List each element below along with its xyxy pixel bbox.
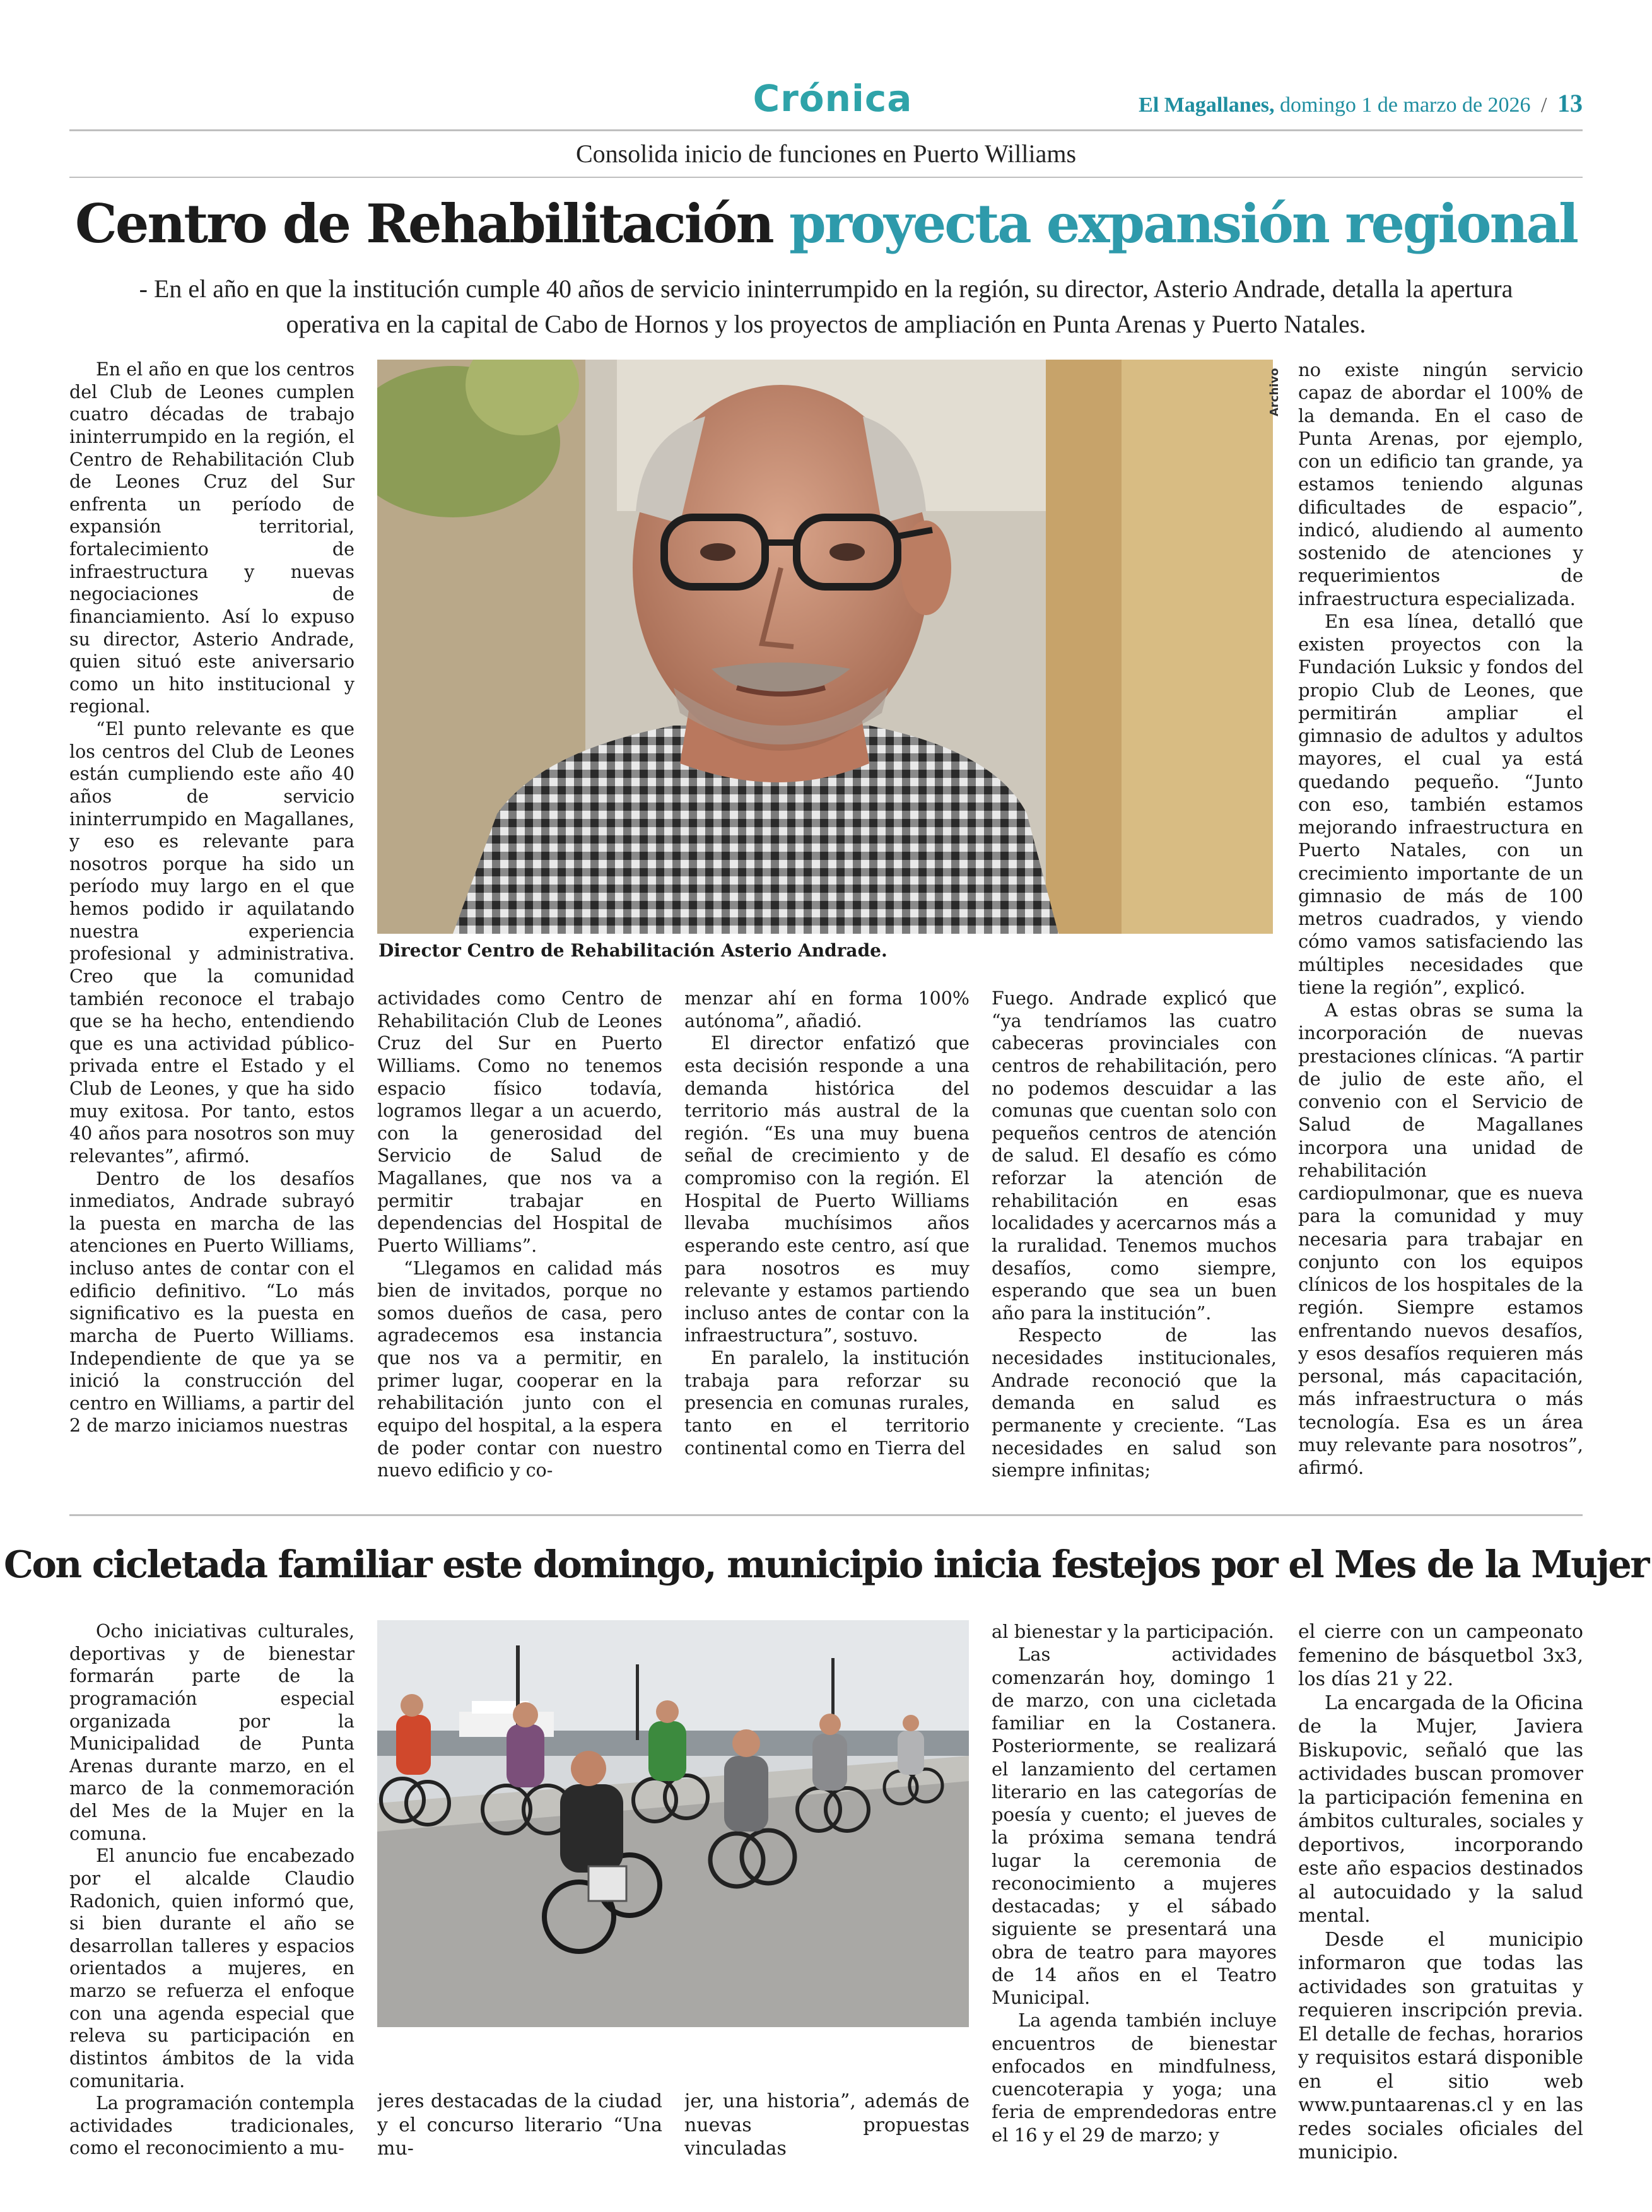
- photo-caption: Director Centro de Rehabilitación Asterio Andrade.: [378, 940, 888, 961]
- kicker-rule: [69, 177, 1583, 178]
- article1-column-3: [684, 987, 970, 1486]
- paragraph: Desde el municipio informaron que todas las actividades son gratuitas y requieren inscripción previa. El detalle de fechas, horarios y requisitos estará disponible en el sitio web www.puntaarenas.cl y en las redes sociales oficiales del municipio.: [1298, 1928, 1583, 2163]
- paragraph: jer, una historia”, además de nuevas propuestas vinculadas: [684, 2090, 970, 2160]
- paragraph: jeres destacadas de la ciudad y el concurso literario “Una mu-: [377, 2090, 662, 2160]
- article1-column-2: [377, 987, 662, 1486]
- page-number: 13: [1557, 89, 1583, 117]
- cyclists-illustration: [377, 1620, 969, 2027]
- paragraph: En paralelo, la institución trabaja para reforzar su presencia en comunas rurales, tanto en el territorio continental como en Tierra del: [684, 1348, 970, 1459]
- portrait-illustration: [377, 360, 1273, 934]
- paragraph: La encargada de la Oficina de la Mujer, Javiera Biskupovic, señaló que las actividades buscan promover la participación femenina en ámbitos culturales, sociales y deportivos, incorporando este año espacios destinados al autocuidado y la salud mental.: [1298, 1691, 1583, 1927]
- paragraph: el cierre con un campeonato femenino de básquetbol 3x3, los días 21 y 22.: [1298, 1621, 1583, 1690]
- paragraph: El anuncio fue encabezado por el alcalde Claudio Radonich, quien informó que, si bien durante el año se desarrollan talleres y espacios orientados a mujeres, en marzo se refuerza el enfoque con una agenda especial que releva su participación en distintos ámbitos de la vida comunitaria.: [69, 1845, 354, 2091]
- article2-column-3: [684, 2090, 970, 2165]
- article1-deck: - En el año en que la institución cumple 40 años de servicio ininterrumpido en la región, su director, Asterio Andrade, detalla la apertura operativa en la capital de Cabo de Hornos y los proyectos de ampliación en Punta Arenas y Puerto Natales.: [139, 274, 1513, 338]
- photo-credit: Archivo: [1268, 368, 1281, 416]
- article2-column-4: [992, 1620, 1277, 2175]
- cycling-event-photo: [377, 1620, 969, 2027]
- issue-date: domingo 1 de marzo de 2026: [1280, 93, 1531, 117]
- article2-column-1: [69, 1620, 354, 2175]
- article1-headline: [0, 192, 1652, 255]
- paragraph: En esa línea, detalló que existen proyectos con la Fundación Luksic y fondos del propio Club de Leones, que permitirán ampliar el gimnasio de adultos y adultos mayores, el cual ya está quedando pequeño. “Junto con eso, también estamos mejorando infraestructura en Puerto Natales, con un crecimiento importante de un gimnasio de más de 100 metros cuadrados, y viendo cómo vamos satisfaciendo las múltiples necesidades que tiene la región”, explicó.: [1298, 610, 1583, 998]
- headline-part1: Centro de Rehabilitación: [75, 192, 773, 255]
- header-rule: [69, 129, 1583, 131]
- section-name: Crónica: [753, 77, 913, 120]
- paragraph: Dentro de los desafíos inmediatos, Andrade subrayó la puesta en marcha de las atenciones en Puerto Williams, incluso antes de contar con el edificio definitivo. “Lo más significativo es la puesta en marcha de Puerto Williams. Independiente de que ya se inició la construcción del centro en Williams, a partir del 2 de marzo iniciamos nuestras: [69, 1168, 354, 1437]
- paragraph: Las actividades comenzarán hoy, domingo 1 de marzo, con una cicletada familiar en la Costanera. Posteriormente, se realizará el lanzamiento del certamen literario en las categorías de poesía y cuento; el jueves de la próxima semana tendrá lugar la ceremonia de reconocimiento a mujeres destacadas; y el sábado siguiente se presentará una obra de teatro para mayores de 14 años en el Teatro Municipal.: [992, 1644, 1277, 2008]
- director-portrait-photo: [377, 360, 1273, 934]
- paragraph: “Llegamos en calidad más bien de invitados, porque no somos dueños de casa, pero agradecemos esa instancia que nos va a permitir, en primer lugar, cooperar en la rehabilitación junto con el equipo del hospital, a la espera de poder contar con nuestro nuevo edificio y co-: [377, 1257, 662, 1481]
- paragraph: El director enfatizó que esta decisión responde a una demanda histórica del territorio más austral de la región. “Es una muy buena señal de crecimiento y de compromiso con la región. El Hospital de Puerto Williams llevaba muchísimos años esperando este centro, así que para nosotros es muy relevante y estamos partiendo incluso antes de contar con la infraestructura”, sostuvo.: [684, 1033, 970, 1346]
- paragraph: En el año en que los centros del Club de Leones cumplen cuatro décadas de trabajo ininterrumpido en la región, el Centro de Rehabilitación Club de Leones Cruz del Sur enfrenta un período de expansión territorial, fortalecimiento de infraestructura y nuevas negociaciones de financiamiento. Así lo expuso su director, Asterio Andrade, quien situó este aniversario como un hito institucional y regional.: [69, 359, 354, 717]
- article-separator: [69, 1514, 1583, 1516]
- article2-column-5: [1298, 1620, 1583, 2175]
- paragraph: menzar ahí en forma 100% autónoma”, añadió.: [684, 988, 970, 1032]
- newspaper-name: El Magallanes,: [1139, 93, 1275, 117]
- headline-part2: proyecta expansión regional: [789, 192, 1577, 255]
- paragraph: al bienestar y la participación.: [992, 1621, 1274, 1642]
- paragraph: Ocho iniciativas culturales, deportivas y de bienestar formarán parte de la programación especial organizada por la Municipalidad de Punta Arenas durante marzo, en el marco de la conmemoración del Mes de la Mujer en la comuna.: [69, 1621, 354, 1844]
- page-folio: [1139, 88, 1583, 118]
- paragraph: Fuego. Andrade explicó que “ya tendríamos las cuatro cabeceras provinciales con centros de rehabilitación, pero no podemos descuidar a las comunas que cuentan solo con pequeños centros de atención de salud. El desafío es cómo reforzar la atención de rehabilitación en esas localidades y acercarnos más a la ruralidad. Tenemos muchos desafíos, como siempre, esperando que sea un buen año para la institución”.: [992, 988, 1277, 1324]
- paragraph: no existe ningún servicio capaz de abordar el 100% de la demanda. En el caso de Punta Arenas, por ejemplo, con un edificio tan grande, ya estamos teniendo algunas dificultades de espacio”, indicó, aludiendo al aumento sostenido de atenciones y requerimientos de infraestructura especializada.: [1298, 359, 1583, 609]
- folio-separator: /: [1541, 93, 1547, 117]
- article2-headline: Con cicletada familiar este domingo, municipio inicia festejos por el Mes de la Mujer: [4, 1543, 1648, 1586]
- article1-column-4: [992, 987, 1277, 1486]
- paragraph: A estas obras se suma la incorporación de nuevas prestaciones clínicas. “A partir de julio de este año, el convenio con el Servicio de Salud de Magallanes incorpora una unidad de rehabilitación cardiopulmonar, que es nueva para la comunidad y muy necesaria para trabajar en conjunto con los equipos clínicos de los hospitales de la región. Siempre estamos enfrentando nuevos desafíos, y esos desafíos requieren más personal, más capacitación, más infraestructura o más tecnología. Esa es un área muy relevante para nosotros”, afirmó.: [1298, 999, 1583, 1478]
- paragraph: La programación contempla actividades tradicionales, como el reconocimiento a mu-: [69, 2093, 354, 2159]
- paragraph: actividades como Centro de Rehabilitación Club de Leones Cruz del Sur en Puerto Williams. Como no tenemos espacio físico todavía, logramos llegar a un acuerdo, con la generosidad del Servicio de Salud de Magallanes, que nos va a permitir trabajar en dependencias del Hospital de Puerto Williams”.: [377, 988, 662, 1256]
- paragraph: “El punto relevante es que los centros del Club de Leones están cumpliendo este año 40 años de servicio ininterrumpido en Magallanes, y eso es relevante para nosotros porque ha sido un período muy largo en el que hemos podido ir aquilatando nuestra experiencia profesional y administrativa. Creo que la comunidad también reconoce el trabajo que se ha hecho, entendiendo que es una actividad público-privada entre el Estado y el Club de Leones, y que ha sido muy exitosa. Por tanto, estos 40 años para nosotros son muy relevantes”, afirmó.: [69, 719, 354, 1167]
- article1-column-5: [1298, 358, 1583, 1488]
- paragraph: Respecto de las necesidades institucionales, Andrade reconoció que la demanda en salud es permanente y creciente. “Las necesidades en salud son siempre infinitas;: [992, 1325, 1277, 1481]
- article1-column-1: [69, 358, 354, 1488]
- article2-column-2: [377, 2090, 662, 2165]
- article1-kicker: Consolida inicio de funciones en Puerto Williams: [575, 139, 1077, 168]
- paragraph: La agenda también incluye encuentros de bienestar enfocados en mindfulness, cuencoterapia y yoga; una feria de emprendedoras entre el 16 y el 29 de marzo; y: [992, 2009, 1277, 2146]
